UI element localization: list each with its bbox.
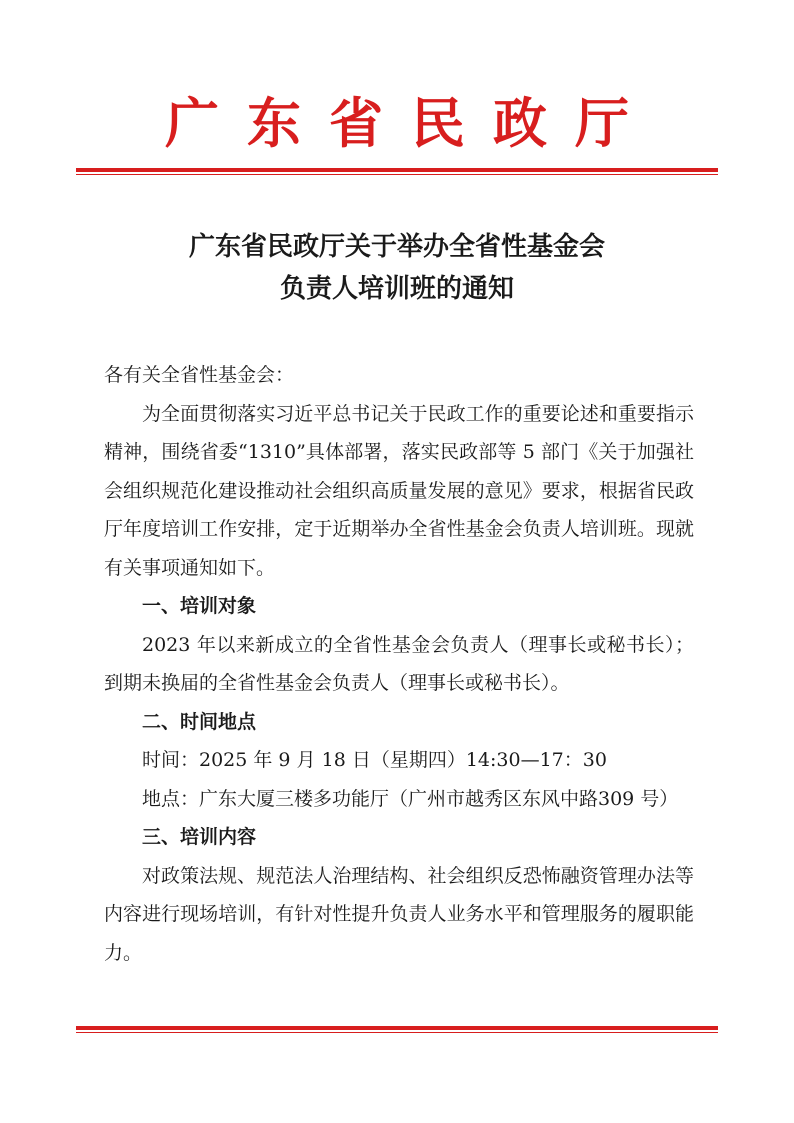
- document-title-line-2: 负责人培训班的通知: [279, 274, 514, 304]
- rule-thick-line: [76, 1026, 718, 1030]
- section-paragraph-location: 地点：广东大厦三楼多功能厅（广州市越秀区东风中路309 号）: [142, 787, 679, 810]
- footer-rule: [76, 1026, 718, 1033]
- section-paragraph-training-content: 对政策法规、规范法人治理结构、社会组织反恐怖融资管理办法等内容进行现场培训，有针对性提升负责人业务水平和管理服务的履职能力。: [104, 864, 694, 964]
- rule-thick-line: [76, 168, 718, 172]
- rule-thin-line: [76, 174, 718, 175]
- document-title: [0, 226, 794, 310]
- intro-paragraph: 为全面贯彻落实习近平总书记关于民政工作的重要论述和重要指示精神，围绕省委“1310”具体部署，落实民政部等 5 部门《关于加强社会组织规范化建设推动社会组织高质量发展的意见》要求，根据省民政厅年度培训工作安排，定于近期举办全省性基金会负责人培训班。现就有关事项通知如下。: [104, 402, 694, 579]
- section-paragraph-training-targets: 2023 年以来新成立的全省性基金会负责人（理事长或秘书长）；到期未换届的全省性基金会负责人（理事长或秘书长）。: [104, 633, 694, 694]
- salutation: 各有关全省性基金会：: [104, 364, 295, 386]
- section-heading-time-location: 二、时间地点: [142, 710, 257, 733]
- rule-thin-line: [76, 1032, 718, 1033]
- section-paragraph-time: 时间：2025 年 9 月 18 日（星期四）14:30—17：30: [142, 749, 607, 771]
- document-body: [104, 356, 694, 972]
- section-heading-training-targets: 一、培训对象: [142, 595, 257, 617]
- letterhead-org-name: 广东省民政厅: [165, 91, 657, 155]
- letterhead-top-rule: [76, 168, 718, 175]
- section-heading-training-content: 三、培训内容: [142, 826, 257, 848]
- document-title-line-1: 广东省民政厅关于举办全省性基金会: [188, 232, 605, 262]
